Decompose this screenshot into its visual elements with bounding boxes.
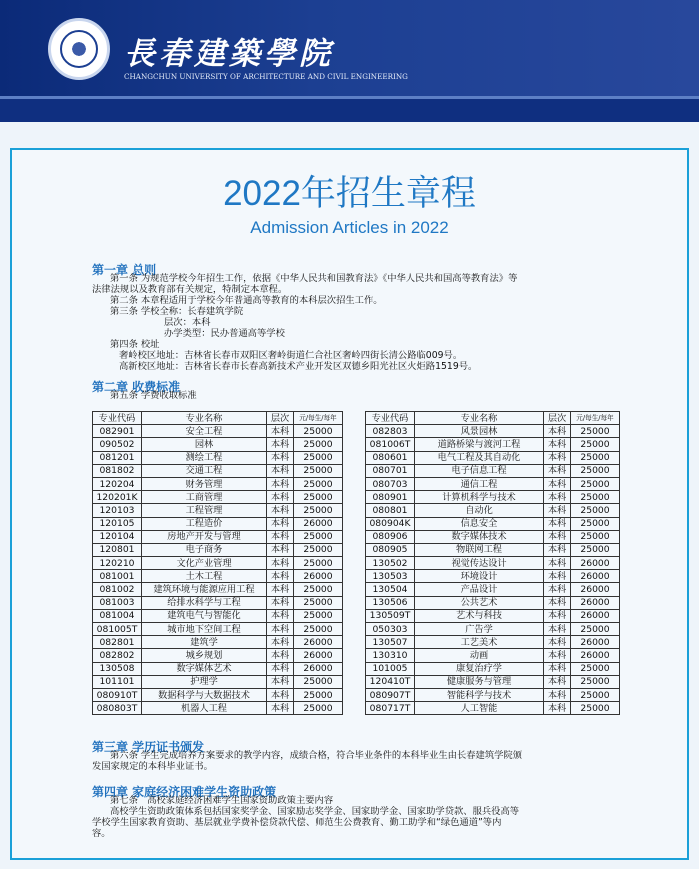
level-cell: 本科 (544, 636, 571, 649)
major-code-cell: 081005T (93, 623, 142, 636)
major-code-cell: 082802 (93, 649, 142, 662)
major-name-cell: 计算机科学与技术 (415, 491, 544, 504)
major-code-cell: 082901 (93, 425, 142, 438)
table-row (366, 675, 620, 688)
major-name-cell: 道路桥梁与渡河工程 (415, 438, 544, 451)
table-row (366, 596, 620, 609)
fee-cell: 26000 (294, 662, 343, 675)
major-code-cell: 080905 (366, 543, 415, 556)
level-cell: 本科 (544, 649, 571, 662)
major-name-cell: 交通工程 (142, 464, 267, 477)
level-cell: 本科 (544, 425, 571, 438)
table-row (93, 623, 343, 636)
major-name-cell: 工程管理 (142, 504, 267, 517)
major-code-cell: 081004 (93, 609, 142, 622)
major-name-cell: 风景园林 (415, 425, 544, 438)
level-cell: 本科 (544, 583, 571, 596)
fee-cell: 26000 (571, 557, 620, 570)
major-name-cell: 给排水科学与工程 (142, 596, 267, 609)
fee-cell: 25000 (571, 438, 620, 451)
level-cell: 本科 (267, 477, 294, 490)
ch1-line: 奢岭校区地址：吉林省长春市双阳区奢岭街道仁合社区奢岭四街长清公路临009号。 (119, 350, 463, 361)
major-name-cell: 护理学 (142, 675, 267, 688)
table-row (93, 491, 343, 504)
major-name-cell: 房地产开发与管理 (142, 530, 267, 543)
major-name-cell: 数据科学与大数据技术 (142, 688, 267, 701)
table-row (93, 543, 343, 556)
page-subtitle: Admission Articles in 2022 (250, 218, 449, 237)
table-row (93, 609, 343, 622)
table-row (93, 517, 343, 530)
major-code-cell: 080907T (366, 688, 415, 701)
fee-cell: 25000 (294, 425, 343, 438)
ch4-line: 学校学生国家教育资助、基层就业学费补偿贷款代偿、师范生公费教育、勤工助学和“绿色通道”等内 (92, 817, 502, 828)
major-code-cell: 080901 (366, 491, 415, 504)
major-code-cell: 120410T (366, 675, 415, 688)
fee-cell: 26000 (571, 609, 620, 622)
fee-cell: 25000 (294, 464, 343, 477)
table-row (366, 491, 620, 504)
level-cell: 本科 (544, 504, 571, 517)
ch3-line: 第六条 学生完成培养方案要求的教学内容，成绩合格，符合毕业条件的本科毕业生由长春建筑学院颁 (110, 750, 523, 761)
major-code-cell: 081003 (93, 596, 142, 609)
major-code-cell: 120201K (93, 491, 142, 504)
table-row (366, 649, 620, 662)
level-cell: 本科 (267, 649, 294, 662)
level-cell: 本科 (267, 451, 294, 464)
fee-cell: 26000 (294, 649, 343, 662)
chapter2-heading: 第二章 收费标准 (92, 380, 181, 394)
major-code-cell: 080906 (366, 530, 415, 543)
table-row (366, 517, 620, 530)
major-code-cell: 080703 (366, 477, 415, 490)
level-cell: 本科 (544, 438, 571, 451)
chapter4-heading: 第四章 家庭经济困难学生资助政策 (92, 785, 277, 799)
major-name-cell: 测绘工程 (142, 451, 267, 464)
major-code-cell: 130509T (366, 609, 415, 622)
table-row (93, 636, 343, 649)
level-cell: 本科 (267, 688, 294, 701)
major-code-cell: 050303 (366, 623, 415, 636)
table-row (366, 425, 620, 438)
major-code-cell: 120104 (93, 530, 142, 543)
major-name-cell: 通信工程 (415, 477, 544, 490)
table-row (366, 543, 620, 556)
table-row (366, 477, 620, 490)
fee-cell: 25000 (294, 543, 343, 556)
level-cell: 本科 (544, 517, 571, 530)
table-row (366, 530, 620, 543)
table-row (93, 438, 343, 451)
table-row (366, 557, 620, 570)
major-name-cell: 信息安全 (415, 517, 544, 530)
major-name-cell: 智能科学与技术 (415, 688, 544, 701)
major-code-cell: 130507 (366, 636, 415, 649)
level-cell: 本科 (544, 596, 571, 609)
table-row (93, 530, 343, 543)
major-code-cell: 082801 (93, 636, 142, 649)
table-row (366, 438, 620, 451)
major-code-cell: 080801 (366, 504, 415, 517)
fee-cell: 25000 (294, 702, 343, 715)
major-name-cell: 物联网工程 (415, 543, 544, 556)
major-code-cell: 080910T (93, 688, 142, 701)
major-code-cell: 130508 (93, 662, 142, 675)
fee-cell: 26000 (571, 596, 620, 609)
table-row (93, 570, 343, 583)
fee-cell: 25000 (571, 491, 620, 504)
fee-cell: 26000 (571, 583, 620, 596)
major-code-cell: 101005 (366, 662, 415, 675)
level-cell: 本科 (544, 688, 571, 701)
school-name-en: CHANGCHUN UNIVERSITY OF ARCHITECTURE AND CIVIL ENGINEERING (124, 72, 408, 81)
table-row (366, 662, 620, 675)
ch4-line: 第七条 高校家庭经济困难学生国家资助政策主要内容 (110, 795, 334, 806)
level-cell: 本科 (267, 464, 294, 477)
level-cell: 本科 (267, 557, 294, 570)
level-cell: 本科 (544, 675, 571, 688)
level-cell: 本科 (267, 517, 294, 530)
level-cell: 本科 (267, 623, 294, 636)
major-name-cell: 视觉传达设计 (415, 557, 544, 570)
fee-cell: 25000 (571, 477, 620, 490)
ch2-line: 第五条 学费收取标准 (110, 390, 197, 401)
fee-cell: 26000 (294, 517, 343, 530)
major-name-cell: 数字媒体艺术 (142, 662, 267, 675)
fee-cell: 25000 (571, 517, 620, 530)
fee-cell: 25000 (571, 702, 620, 715)
fee-table-left (92, 411, 343, 715)
table-row (93, 649, 343, 662)
ch1-line: 法律法规以及教育部有关规定，特制定本章程。 (92, 284, 288, 295)
table-row (366, 688, 620, 701)
level-cell: 本科 (267, 504, 294, 517)
fee-cell: 25000 (294, 451, 343, 464)
table-row (366, 623, 620, 636)
ch1-line: 高新校区地址：吉林省长春市长春高新技术产业开发区双德乡阳光社区火炬路1519号。 (119, 361, 478, 372)
major-name-cell: 城市地下空间工程 (142, 623, 267, 636)
chapter1-heading: 第一章 总则 (92, 263, 157, 277)
fee-cell: 25000 (294, 609, 343, 622)
major-name-cell: 文化产业管理 (142, 557, 267, 570)
major-name-cell: 数字媒体技术 (415, 530, 544, 543)
col-header-major: 专业名称 (142, 412, 267, 425)
fee-cell: 25000 (294, 504, 343, 517)
fee-cell: 25000 (294, 530, 343, 543)
ch3-line: 发国家规定的本科毕业证书。 (92, 761, 213, 772)
level-cell: 本科 (267, 425, 294, 438)
major-name-cell: 动画 (415, 649, 544, 662)
ch4-line: 容。 (92, 828, 111, 839)
major-code-cell: 101101 (93, 675, 142, 688)
major-name-cell: 建筑学 (142, 636, 267, 649)
fee-cell: 25000 (571, 464, 620, 477)
major-name-cell: 环境设计 (415, 570, 544, 583)
table-row (93, 425, 343, 438)
major-name-cell: 安全工程 (142, 425, 267, 438)
fee-table-right (365, 411, 620, 715)
major-code-cell: 120210 (93, 557, 142, 570)
major-code-cell: 130506 (366, 596, 415, 609)
level-cell: 本科 (544, 609, 571, 622)
ch1-line: 第一条 为规范学校今年招生工作，依据《中华人民共和国教育法》《中华人民共和国高等教育法》等 (110, 273, 518, 284)
fee-cell: 25000 (571, 504, 620, 517)
table-row (93, 596, 343, 609)
table-row (93, 504, 343, 517)
fee-cell: 25000 (571, 530, 620, 543)
level-cell: 本科 (267, 675, 294, 688)
fee-cell: 25000 (294, 675, 343, 688)
fee-cell: 25000 (294, 438, 343, 451)
level-cell: 本科 (267, 570, 294, 583)
level-cell: 本科 (544, 702, 571, 715)
level-cell: 本科 (544, 451, 571, 464)
major-name-cell: 园林 (142, 438, 267, 451)
table-row (93, 675, 343, 688)
table-row (366, 609, 620, 622)
major-name-cell: 广告学 (415, 623, 544, 636)
fee-cell: 25000 (571, 688, 620, 701)
major-code-cell: 081802 (93, 464, 142, 477)
level-cell: 本科 (544, 530, 571, 543)
fee-cell: 26000 (294, 570, 343, 583)
table-row (366, 702, 620, 715)
fee-cell: 25000 (294, 557, 343, 570)
level-cell: 本科 (267, 702, 294, 715)
fee-cell: 25000 (571, 543, 620, 556)
major-code-cell: 130310 (366, 649, 415, 662)
level-cell: 本科 (267, 662, 294, 675)
major-name-cell: 艺术与科技 (415, 609, 544, 622)
col-header-code: 专业代码 (366, 412, 415, 425)
major-code-cell: 081201 (93, 451, 142, 464)
fee-cell: 25000 (294, 623, 343, 636)
level-cell: 本科 (544, 570, 571, 583)
fee-cell: 25000 (571, 675, 620, 688)
table-row (93, 557, 343, 570)
page-title: 2022年招生章程 (223, 174, 476, 213)
major-code-cell: 120204 (93, 477, 142, 490)
major-name-cell: 土木工程 (142, 570, 267, 583)
fee-cell: 25000 (294, 477, 343, 490)
major-name-cell: 财务管理 (142, 477, 267, 490)
fee-cell: 26000 (571, 636, 620, 649)
table-row (366, 570, 620, 583)
fee-cell: 25000 (294, 491, 343, 504)
fee-cell: 25000 (571, 623, 620, 636)
table-row (93, 451, 343, 464)
major-code-cell: 080803T (93, 702, 142, 715)
col-header-level: 层次 (267, 412, 294, 425)
school-name-cn: 長春建築學院 (124, 36, 334, 72)
fee-cell: 25000 (294, 688, 343, 701)
major-name-cell: 建筑电气与智能化 (142, 609, 267, 622)
major-code-cell: 081001 (93, 570, 142, 583)
major-code-cell: 130502 (366, 557, 415, 570)
fee-cell: 25000 (571, 425, 620, 438)
major-code-cell: 080717T (366, 702, 415, 715)
major-name-cell: 工商管理 (142, 491, 267, 504)
level-cell: 本科 (267, 636, 294, 649)
major-name-cell: 工程造价 (142, 517, 267, 530)
major-code-cell: 130503 (366, 570, 415, 583)
table-row (93, 583, 343, 596)
school-emblem-icon (48, 18, 110, 80)
fee-cell: 25000 (571, 662, 620, 675)
level-cell: 本科 (544, 662, 571, 675)
fee-cell: 26000 (294, 636, 343, 649)
major-name-cell: 工艺美术 (415, 636, 544, 649)
col-header-level: 层次 (544, 412, 571, 425)
major-code-cell: 120801 (93, 543, 142, 556)
major-name-cell: 产品设计 (415, 583, 544, 596)
major-name-cell: 电子信息工程 (415, 464, 544, 477)
major-code-cell: 120103 (93, 504, 142, 517)
level-cell: 本科 (267, 530, 294, 543)
level-cell: 本科 (267, 583, 294, 596)
level-cell: 本科 (544, 623, 571, 636)
col-header-code: 专业代码 (93, 412, 142, 425)
ch1-line: 第四条 校址 (110, 339, 160, 350)
major-name-cell: 公共艺术 (415, 596, 544, 609)
major-code-cell: 081002 (93, 583, 142, 596)
level-cell: 本科 (544, 477, 571, 490)
level-cell: 本科 (267, 491, 294, 504)
table-row (93, 477, 343, 490)
major-code-cell: 080904K (366, 517, 415, 530)
major-name-cell: 健康服务与管理 (415, 675, 544, 688)
level-cell: 本科 (544, 557, 571, 570)
major-name-cell: 康复治疗学 (415, 662, 544, 675)
major-name-cell: 机器人工程 (142, 702, 267, 715)
ch1-line: 第二条 本章程适用于学校今年普通高等教育的本科层次招生工作。 (110, 295, 383, 306)
table-row (93, 702, 343, 715)
ch1-line: 层次：本科 (164, 317, 211, 328)
fee-cell: 25000 (294, 583, 343, 596)
table-row (93, 662, 343, 675)
major-name-cell: 城乡规划 (142, 649, 267, 662)
major-name-cell: 电气工程及其自动化 (415, 451, 544, 464)
table-row (366, 504, 620, 517)
fee-cell: 25000 (571, 451, 620, 464)
col-header-fee: 元/每生/每年 (571, 412, 620, 425)
major-name-cell: 人工智能 (415, 702, 544, 715)
major-code-cell: 130504 (366, 583, 415, 596)
major-name-cell: 电子商务 (142, 543, 267, 556)
major-name-cell: 自动化 (415, 504, 544, 517)
level-cell: 本科 (544, 491, 571, 504)
major-code-cell: 080601 (366, 451, 415, 464)
ch1-line: 办学类型：民办普通高等学校 (164, 328, 285, 339)
header-stripe (0, 96, 699, 122)
table-row (366, 636, 620, 649)
table-row (366, 451, 620, 464)
major-code-cell: 120105 (93, 517, 142, 530)
major-name-cell: 建筑环境与能源应用工程 (142, 583, 267, 596)
table-row (366, 583, 620, 596)
level-cell: 本科 (544, 543, 571, 556)
major-code-cell: 080701 (366, 464, 415, 477)
chapter3-heading: 第三章 学历证书颁发 (92, 740, 205, 754)
ch1-line: 第三条 学校全称：长春建筑学院 (110, 306, 244, 317)
level-cell: 本科 (267, 543, 294, 556)
major-code-cell: 082803 (366, 425, 415, 438)
table-row (366, 464, 620, 477)
fee-cell: 26000 (571, 570, 620, 583)
table-row (93, 464, 343, 477)
level-cell: 本科 (267, 438, 294, 451)
col-header-major: 专业名称 (415, 412, 544, 425)
level-cell: 本科 (267, 596, 294, 609)
level-cell: 本科 (544, 464, 571, 477)
fee-cell: 25000 (294, 596, 343, 609)
table-row (93, 688, 343, 701)
col-header-fee: 元/每生/每年 (294, 412, 343, 425)
fee-cell: 26000 (571, 649, 620, 662)
level-cell: 本科 (267, 609, 294, 622)
major-code-cell: 081006T (366, 438, 415, 451)
major-code-cell: 090502 (93, 438, 142, 451)
ch4-line: 高校学生资助政策体系包括国家奖学金、国家励志奖学金、国家助学金、国家助学贷款、服兵役高等 (110, 806, 520, 817)
